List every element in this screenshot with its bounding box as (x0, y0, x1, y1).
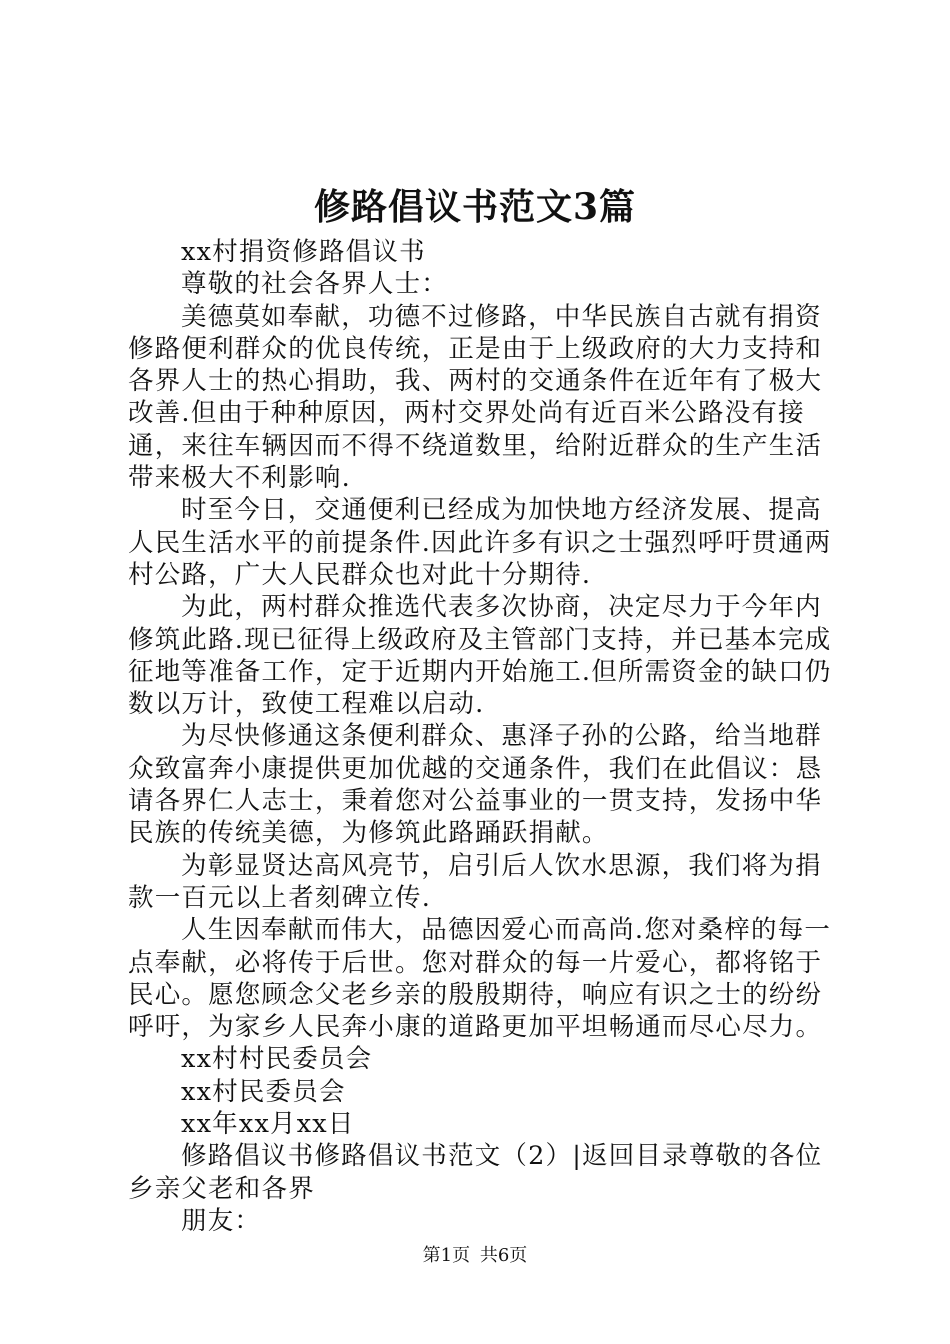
paragraph: 为尽快修通这条便利群众、惠泽子孙的公路，给当地群众致富奔小康提供更加优越的交通条件，我们在此倡议：恳请各界仁人志士，秉着您对公益事业的一贯支持，发扬中华民族的传统美德，为修筑此路踊跃捐献。 (128, 721, 823, 849)
paragraph: 朋友： (181, 1205, 262, 1236)
paragraph: 时至今日，交通便利已经成为加快地方经济发展、提高人民生活水平的前提条件.因此许多有识之士强烈呼吁贯通两村公路，广大人民群众也对此十分期待. (128, 495, 832, 590)
paragraph: 为彰显贤达高风亮节，启引后人饮水思源，我们将为捐款一百元以上者刻碑立传. (128, 850, 822, 913)
document-title: 修路倡议书范文3篇 (313, 186, 637, 228)
document-body (128, 236, 834, 1237)
page-footer (0, 1244, 950, 1268)
date-line: xx年xx月xx日 (181, 1109, 355, 1140)
page-total: 共6页 (479, 1245, 528, 1266)
page-number: 第1页 (422, 1245, 471, 1266)
paragraph: 美德莫如奉献，功德不过修路，中华民族自古就有捐资修路便利群众的优良传统，正是由于上级政府的大力支持和各界人士的热心捐助，我、两村的交通条件在近年有了极大改善.但由于种种原因，两村交界处尚有近百米公路没有接通，来往车辆因而不得不绕道数里，给附近群众的生产生活带来极大不利影响. (128, 301, 823, 494)
paragraph: 修路倡议书修路倡议书范文（2）|返回目录尊敬的各位乡亲父老和各界 (128, 1141, 823, 1204)
signature-line: xx村村民委员会 (181, 1044, 373, 1075)
paragraph-heading: xx村捐资修路倡议书 (181, 237, 426, 267)
signature-line: xx村民委员会 (181, 1076, 346, 1107)
paragraph: 为此，两村群众推选代表多次协商，决定尽力于今年内修筑此路.现已征得上级政府及主管部门支持，并已基本完成征地等准备工作，定于近期内开始施工.但所需资金的缺口仍数以万计，致使工程难以启动. (128, 592, 832, 720)
paragraph: 人生因奉献而伟大，品德因爱心而高尚.您对桑梓的每一点奉献，必将传于后世。您对群众的每一片爱心，都将铭于民心。愿您顾念父老乡亲的殷殷期待，响应有识之士的纷纷呼吁，为家乡人民奔小康的道路更加平坦畅通而尽心尽力。 (128, 915, 832, 1043)
paragraph-salutation: 尊敬的社会各界人士： (181, 269, 449, 300)
